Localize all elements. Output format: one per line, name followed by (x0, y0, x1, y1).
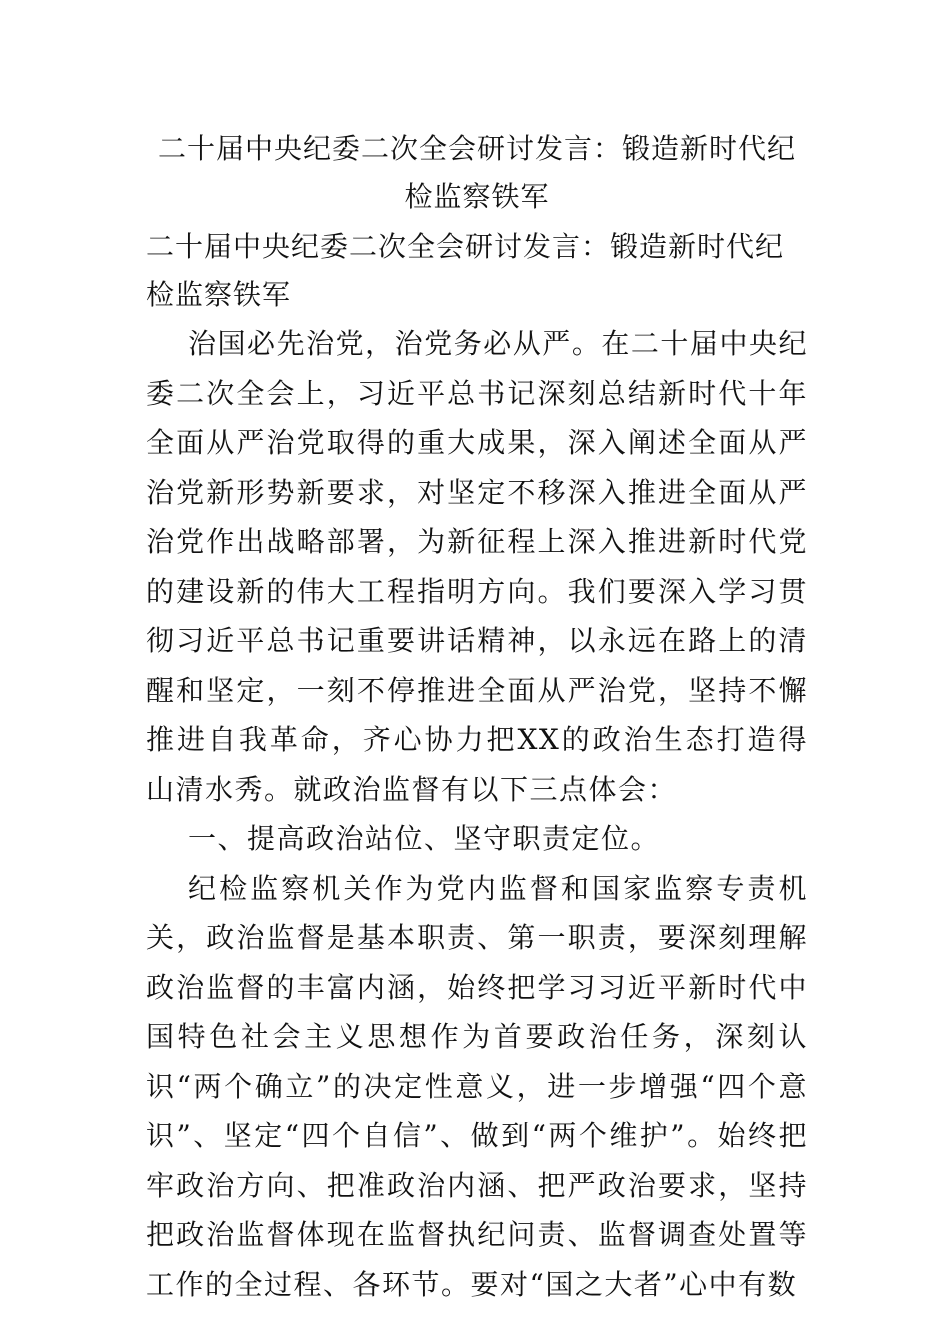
document-subtitle: 二十届中央纪委二次全会研讨发言：锻造新时代纪检监察铁军 (146, 230, 785, 311)
document-title: 二十届中央纪委二次全会研讨发言：锻造新时代纪检监察铁军 (157, 132, 796, 213)
section-heading-1: 一、提高政治站位、坚守职责定位。 (188, 822, 661, 855)
document-page (146, 125, 808, 1309)
intro-paragraph: 治国必先治党，治党务必从严。在二十届中央纪委二次全会上，习近平总书记深刻总结新时代十年全面从严治党取得的重大成果，深入阐述全面从严治党新形势新要求，对坚定不移深入推进全面从严治党作出战略部署，为新征程上深入推进新时代党的建设新的伟大工程指明方向。我们要深入学习贯彻习近平总书记重要讲话精神，以永远在路上的清醒和坚定，一刻不停推进全面从严治党，坚持不懈推进自我革命，齐心协力把XX的政治生态打造得山清水秀。就政治监督有以下三点体会： (146, 327, 808, 806)
section-1-paragraph: 纪检监察机关作为党内监督和国家监察专责机关，政治监督是基本职责、第一职责，要深刻理解政治监督的丰富内涵，始终把学习习近平新时代中国特色社会主义思想作为首要政治任务，深刻认识“两个确立”的决定性意义，进一步增强“四个意识”、坚定“四个自信”、做到“两个维护”。始终把牢政治方向、把准政治内涵、把严政治要求，坚持把政治监督体现在监督执纪问责、监督调查处置等工作的全过程、各环节。要对“国之大者”心中有数 (146, 871, 808, 1301)
